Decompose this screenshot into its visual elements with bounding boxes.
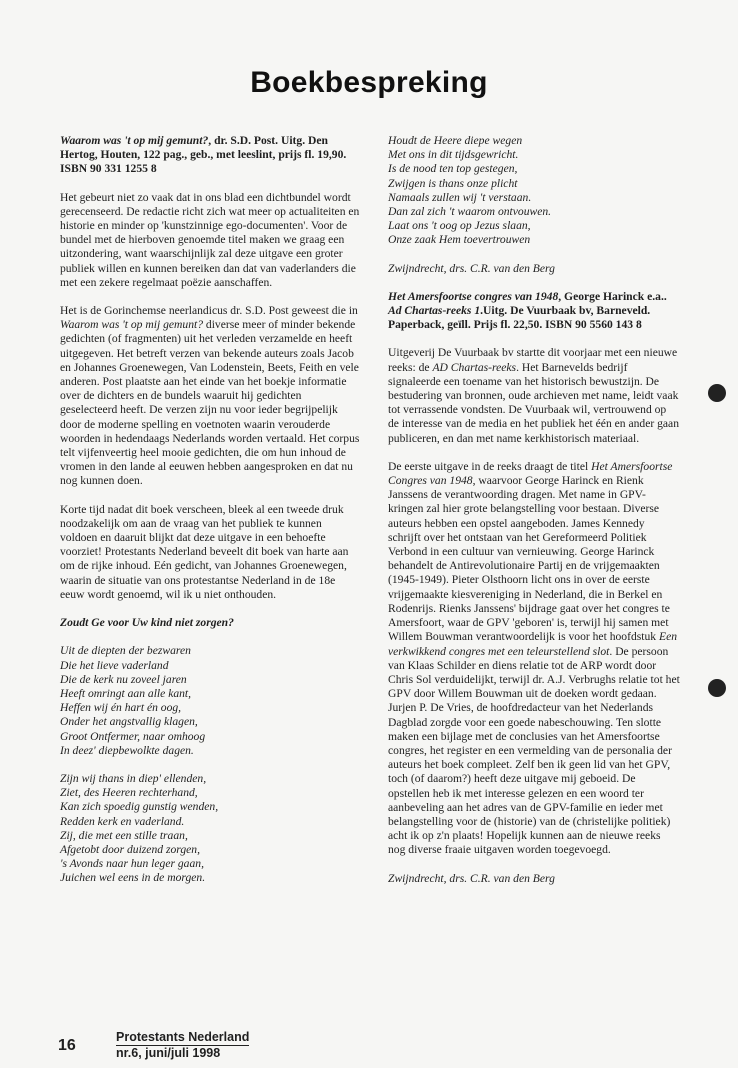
review1-heading xyxy=(60,134,360,177)
review1-book-title: Waarom was 't op mij gemunt? xyxy=(60,134,209,147)
poem-line: Onze zaak Hem toevertrouwen xyxy=(388,233,531,247)
poem-line: 's Avonds naar hun leger gaan, xyxy=(60,857,204,871)
review2-book-title: Het Amersfoortse congres van 1948 xyxy=(388,289,559,303)
review1-paragraph-2: Het is de Gorinchemse neerlandicus dr. S.D. Post geweest die in Waarom was 't op mij gemunt? diverse meer of minder bekende gedichten (of fragmenten) uit het verleden verzamelde en heeft uitgegeven. Het betreft verzen van bekende auteurs zoals Jacob en Johannes Groenewegen, Van Lodenstein, Beets, Feith en vele anderen. Post plaatste aan het einde van het boekje informatie over de dichters en de bundels waaruit hij gedichten geselecteerd heeft. De verzen zijn nu voor ieder begrijpelijk door de moderne spelling en voetnoten waarin verouderde woorden in hedendaags Nederlands worden vertaald. Het corpus telt vijfenveertig heel mooie gedichten, die om hun inhoud de vromen in den lande al eeuwen hebben aangesproken en dat nu nog kunnen doen. xyxy=(60,304,360,488)
poem-line: Heeft omringt aan alle kant, xyxy=(60,686,192,700)
review2-paragraph-2: De eerste uitgave in de reeks draagt de titel Het Amersfoortse Congres van 1948, waarvoor George Harinck en Rienk Janssens de verantwoording dragen. Met name in GPV-kringen zal hier grote belangstelling voor bestaan. Diverse auteurs hebben een opstel aangeboden. James Kennedy schrijft over het ontstaan van het Gereformeerd Politiek Verbond in een cultuur van vernieuwing. George Harinck behandelt de Antirevolutionaire Partij en de vrijgemaakten (1945-1949). Pieter Olsthoorn licht ons in over de eerste vrijgemaakte kiesvereniging in Nederland, die in Berkel en Rodenrijs. Rienks Janssens' bijdrage gaat over het congres te Amersfoort, waar de GPV 'geboren' is, terwijl hij samen met Willem Bouwman verantwoordelijk is voor het hoofdstuk Een verkwikkend congres met een teleurstellend slot. De persoon van Klaas Schilder en diens relatie tot de ARP wordt door Chris Sol verduidelijkt, terwijl dr. A.J. Verbrughs relatie tot het GPV door Willem Bouwman uit de doeken wordt gedaan. Jurjen P. De Vries, de hoofdredacteur van het Nederlands Dagblad zorgde voor een goede nabeschouwing. Ten slotte maken een bijlage met de conclusies van het Amersfoortse congres, het register en een vermelding van de personalia der auteurs het boek compleet. Zelf ben ik geen lid van het GPV, toch (of daarom?) heeft deze uitgave mij geboeid. De opstellen heb ik met interesse gelezen en een woord ter aanbeveling aan het adres van de GPV-familie en ieder met belangstelling voor de (historie) van de (christelijke politiek) acht ik op z'n plaats! Hopelijk kunnen aan de nieuwe reeks nog diverse fraaie uitgaven worden toegevoegd. xyxy=(388,459,680,857)
poem-title: Zoudt Ge voor Uw kind niet zorgen? xyxy=(60,616,234,630)
poem-line: Zwijgen is thans onze plicht xyxy=(388,176,518,190)
review2-heading: Het Amersfoortse congres van 1948, George Harinck e.a.. Ad Chartas-reeks 1.Uitg. De Vuurbaak bv, Barneveld. Paperback, geïll. Prijs fl. 22,50. ISBN 90 5560 143 8 xyxy=(388,289,667,332)
poem-stanza-1 xyxy=(60,644,360,758)
page-title: Boekbespreking xyxy=(250,66,488,99)
poem-line: Afgetobt door duizend zorgen, xyxy=(60,842,200,856)
poem-line: Redden kerk en vaderland. xyxy=(60,814,185,828)
poem-line: Zij, die met een stille traan, xyxy=(60,828,188,842)
poem-line: Is de nood ten top gestegen, xyxy=(388,162,518,176)
poem-line: Met ons in dit tijdsgewricht. xyxy=(388,148,519,162)
poem-line: Uit de diepten der bezwaren xyxy=(60,644,191,658)
poem-stanza-2 xyxy=(60,772,360,886)
poem-line: Groot Ontfermer, naar omhoog xyxy=(60,729,206,743)
issue-info: nr.6, juni/juli 1998 xyxy=(116,1046,221,1060)
poem-line: Juichen wel eens in de morgen. xyxy=(60,871,206,885)
review1-inline-title: Waarom was 't op mij gemunt? xyxy=(60,318,204,332)
punch-hole xyxy=(708,384,726,402)
review1-paragraph-3: Korte tijd nadat dit boek verscheen, bleek al een tweede druk noodzakelijk om aan de vraag van het publiek te kunnen voldoen en daaruit blijkt dat deze uitgave in een behoefte voorziet! Protestants Nederland beveelt dit boek van harte aan om de rijke inhoud. Eén gedicht, van Johannes Groenewegen, waarin de situatie van ons protestantse Nederland in de 18e eeuw wordt genoemd, wil ik u niet onthouden. xyxy=(60,502,349,601)
page-number: 16 xyxy=(58,1037,76,1054)
review2-paragraph-1: Uitgeverij De Vuurbaak bv startte dit voorjaar met een nieuwe reeks: de AD Chartas-reeks. Het Barnevelds bedrijf signaleerde een toename van het historisch bewustzijn. De bestudering van bronnen, oude archieven met name, leidt vaak tot verrassende vondsten. De Vuurbaak wil, vertrouwend op de interesse van de media en het publiek het één en ander gaan publiceren, en dan met name kerkhistorisch materiaal. xyxy=(388,346,680,445)
poem-line: Zijn wij thans in diep' ellenden, xyxy=(60,771,207,785)
poem-line: Kan zich spoedig gunstig wenden, xyxy=(60,800,219,814)
poem-line: In deez' diepbewolkte dagen. xyxy=(60,743,194,757)
poem-line: Laat ons 't oog op Jezus slaan, xyxy=(388,219,531,233)
review2-series: Ad Chartas-reeks 1 xyxy=(388,304,481,318)
poem-line: Ziet, des Heeren rechterhand, xyxy=(60,786,198,800)
poem-line: Heffen wij én hart én oog, xyxy=(60,701,182,715)
review1-details: , dr. S.D. Post. Uitg. Den Hertog, Houten, 122 pag., geb., met leeslint, prijs fl. 19,90. ISBN 90 331 1255 8 xyxy=(60,134,347,176)
review2-signature: Zwijndrecht, drs. C.R. van den Berg xyxy=(388,871,555,885)
review1-signature: Zwijndrecht, drs. C.R. van den Berg xyxy=(388,261,555,275)
poem-line: Die het lieve vaderland xyxy=(60,658,169,672)
left-column xyxy=(60,134,360,900)
poem-stanza-3 xyxy=(388,134,680,248)
poem-line: Houdt de Heere diepe wegen xyxy=(388,134,523,147)
review1-paragraph-1: Het gebeurt niet zo vaak dat in ons blad een dichtbundel wordt gerecenseerd. De redactie richt zich wat meer op actualiteiten en historie en minder op 'kunstzinnige ego-documenten'. Voor de bundel met de hierboven genoemde titel maken we graag een uitzondering, want waarschijnlijk zal deze uitgave een groter publiek willen en kunnen bereiken dan dat van vaderlanders die met een zekere regelmaat poëzie aanschaffen. xyxy=(60,190,360,289)
right-column xyxy=(388,134,680,900)
publication-info xyxy=(116,1030,249,1060)
punch-hole xyxy=(708,679,726,697)
publication-name: Protestants Nederland xyxy=(116,1030,250,1044)
poem-line: Dan zal zich 't waarom ontvouwen. xyxy=(388,205,552,219)
poem-line: Onder het angstvallig klagen, xyxy=(60,715,198,729)
poem-line: Namaals zullen wij 't verstaan. xyxy=(388,190,532,204)
poem-line: Die de kerk nu zoveel jaren xyxy=(60,672,187,686)
